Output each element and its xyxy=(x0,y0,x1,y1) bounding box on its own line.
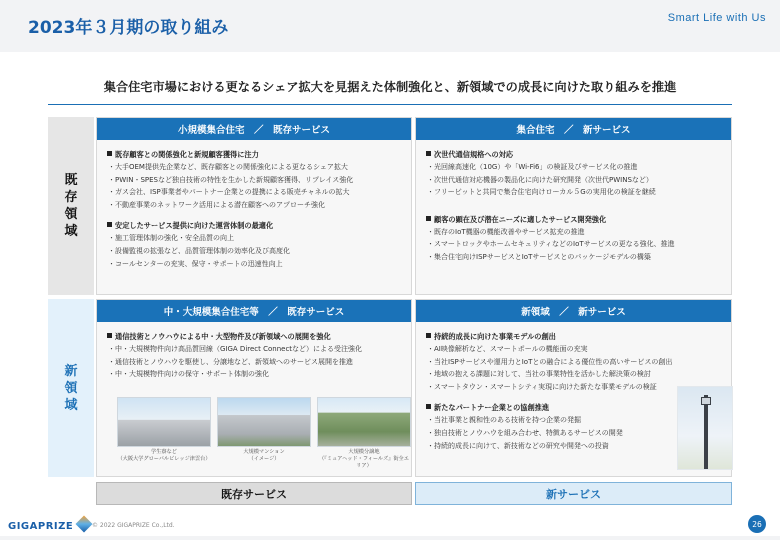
page-number: 26 xyxy=(748,515,766,533)
list-item: ・ PWIN・SPESなど独自技術の特性を生かした新規顧客獲得、リプレイス強化 xyxy=(107,174,405,187)
list-item: ・ 通信技術とノウハウを駆使し、分譲地など、新領域へのサービス展開を推進 xyxy=(107,356,405,369)
footer-label-new: 新サービス xyxy=(415,482,732,505)
list-item: ・ 当社事業と親和性のある技術を持つ企業の発掘 xyxy=(426,414,725,427)
list-item: ・ 次世代通信対応機器の製品化に向けた研究開発（次世代PWINSなど） xyxy=(426,174,725,187)
copyright: © 2022 GIGAPRIZE Co.,Ltd. xyxy=(92,522,175,529)
section-heading: 通信技術とノウハウによる中・大型物件及び新領域への展開を強化 xyxy=(107,331,405,343)
list-item: ・ 集合住宅向けISPサービスとIoTサービスとのパッケージモデルの構築 xyxy=(426,251,725,264)
panel-new-domain xyxy=(415,299,732,477)
list-item: ・ 施工管理体制の強化・安全品質の向上 xyxy=(107,232,405,245)
section-heading: 顧客の顕在及び潜在ニーズに適したサービス開発強化 xyxy=(426,214,725,226)
photo-strip xyxy=(117,397,413,467)
side-label-existing: 既 存 領 域 xyxy=(48,117,94,295)
page-title: 2023年３月期の取り組み xyxy=(28,18,229,38)
list-item: ・ ガス会社、ISP事業者やパートナー企業との提携による販売チャネルの拡大 xyxy=(107,186,405,199)
list-item: ・ 既存のIoT機器の機能改善やサービス拡充の推進 xyxy=(426,226,725,239)
logo-gem-icon xyxy=(76,516,93,533)
list-item: ・ 不動産事業のネットワーク活用による潜在顧客へのアプローチ強化 xyxy=(107,199,405,212)
section-heading: 安定したサービス提供に向けた運営体制の最適化 xyxy=(107,220,405,232)
side-label-new: 新 領 域 xyxy=(48,299,94,477)
list-item: ・ フリービットと共同で集合住宅向けローカル５Gの実用化の検証を継続 xyxy=(426,186,725,199)
photo-large-subdivision xyxy=(317,397,411,447)
panel-multi-new xyxy=(415,117,732,295)
list-item: ・ 大手OEM提供先企業など、既存顧客との関係強化による更なるシェア拡大 xyxy=(107,161,405,174)
panel-title: 小規模集合住宅 ／ 既存サービス xyxy=(97,118,411,140)
panel-title: 中・大規模集合住宅等 ／ 既存サービス xyxy=(97,300,411,322)
photo-caption: 学生寮など （大阪大学グローバルビレッジ津雲台） xyxy=(117,449,211,462)
footer-label-existing: 既存サービス xyxy=(96,482,412,505)
photo-student-dorm xyxy=(117,397,211,447)
panel-title: 新領域 ／ 新サービス xyxy=(416,300,731,322)
panel-large-existing xyxy=(96,299,412,477)
photo-smart-pole xyxy=(677,386,733,470)
section-heading: 既存顧客との関係強化と新規顧客獲得に注力 xyxy=(107,149,405,161)
headline: 集合住宅市場における更なるシェア拡大を見据えた体制強化と、新領域での成長に向けた取り組みを推進 xyxy=(103,80,677,94)
list-item: ・ 当社ISPサービスや運用力とIoTとの融合による優位性の高いサービスの創出 xyxy=(426,356,725,369)
section-heading: 次世代通信規格への対応 xyxy=(426,149,725,161)
list-item: ・ 地域の抱える課題に対して、当社の事業特性を活かした解決策の検討 xyxy=(426,368,725,381)
panel-title: 集合住宅 ／ 新サービス xyxy=(416,118,731,140)
photo-large-apartment xyxy=(217,397,311,447)
header-bar xyxy=(0,0,780,52)
list-item: ・ 光回線高速化（10G）や「Wi-Fi6」の検証及びサービス化の推進 xyxy=(426,161,725,174)
list-item: ・ 設備監視の拡張など、品質管理体制の効率化及び高度化 xyxy=(107,245,405,258)
list-item: ・ AI映像解析など、スマートポールの機能面の充実 xyxy=(426,343,725,356)
list-item: ・ 中・大規模物件向けの保守・サポート体制の強化 xyxy=(107,368,405,381)
tagline: Smart Life with Us xyxy=(667,12,766,24)
list-item: ・ スマートロックやホームセキュリティなどのIoTサービスの更なる強化、推進 xyxy=(426,238,725,251)
list-item: ・ コールセンターの充実、保守・サポートの迅速性向上 xyxy=(107,258,405,271)
list-item: ・ スマートタウン・スマートシティ実現に向けた新たな事業モデルの検証 xyxy=(426,381,725,394)
photo-caption: 大規模マンション （イメージ） xyxy=(243,449,285,462)
list-item: ・ 独自技術とノウハウを組み合わせ、特徴あるサービスの開発 xyxy=(426,427,725,440)
section-heading: 新たなパートナー企業との協創推進 xyxy=(426,402,725,414)
bottom-band xyxy=(0,536,780,540)
panel-small-existing xyxy=(96,117,412,295)
photo-caption: 大規模分譲地 （『ミュアヘッド・フィールズ』街全エリア） xyxy=(319,449,409,469)
headline-rule xyxy=(48,104,732,105)
company-logo: GIGAPRIZE xyxy=(8,518,90,532)
section-heading: 持続的成長に向けた事業モデルの創出 xyxy=(426,331,725,343)
list-item: ・ 中・大規模物件向け高品質回線（GIGA Direct Connectなど）による受注強化 xyxy=(107,343,405,356)
list-item: ・ 持続的成長に向けて、新技術などの研究や開発への投資 xyxy=(426,440,725,453)
